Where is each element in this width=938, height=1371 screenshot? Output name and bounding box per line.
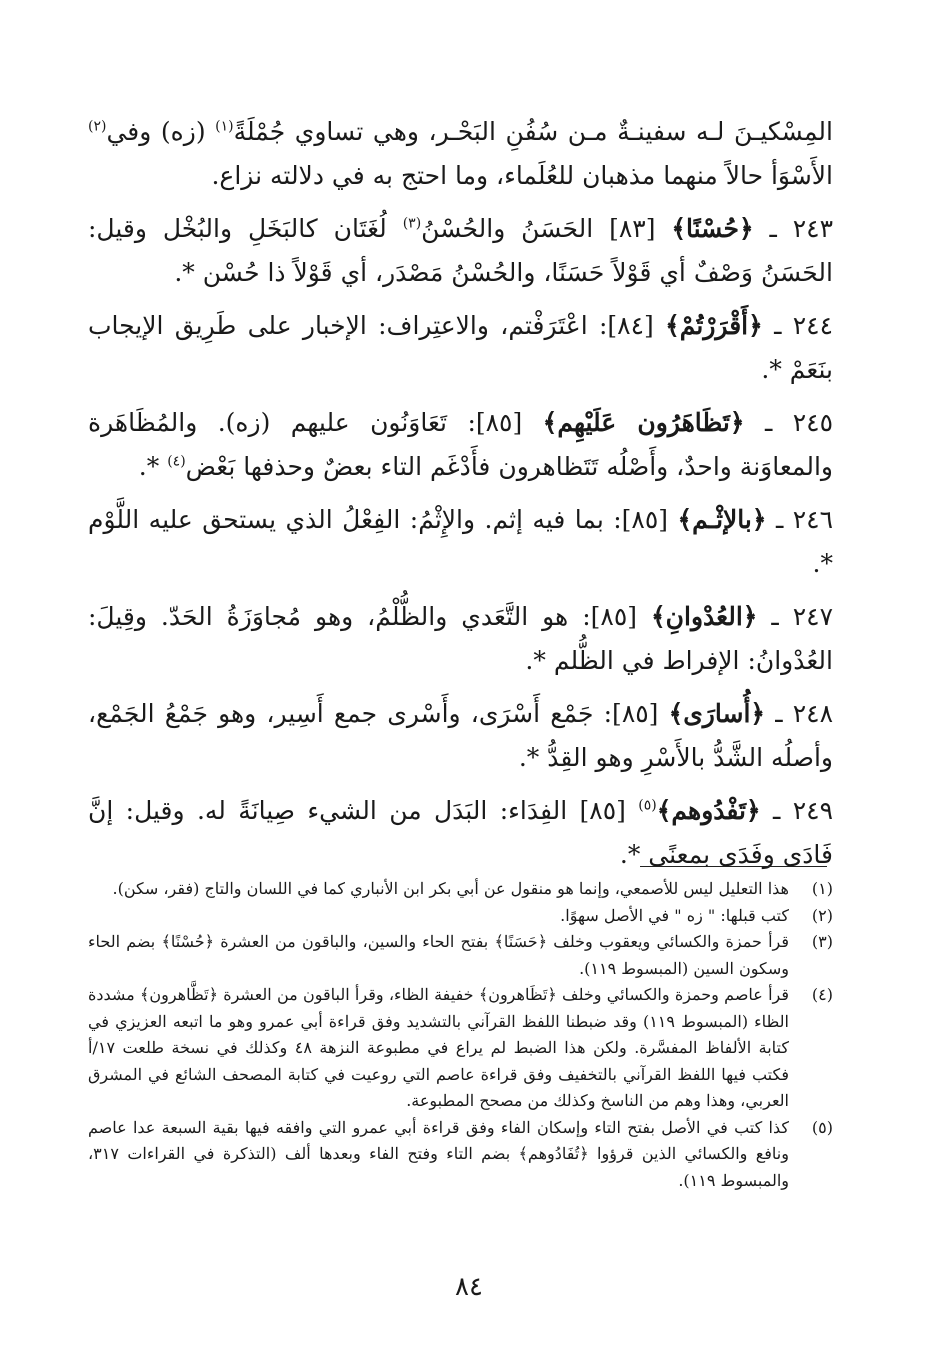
entry-243: ٢٤٣ ـ ﴿حُسْنًا﴾ [٨٣] الحَسَنُ والحُسْنُ$^{(٣)}$ لُغَتَان كالبَخَلِ والبُخْل وقيل: الحَسَنُ وَصْفٌ أي قَوْلاً حَسَنًا، والحُسْنُ مَصْدَر، أي قَوْلاً ذا حُسْن *. (88, 214, 834, 287)
quranic-word: ﴿تَفْدُوهم﴾ (656, 796, 761, 825)
quranic-word: ﴿أُسارَى﴾ (668, 699, 766, 728)
quranic-word: ﴿بالإثْـم﴾ (677, 505, 767, 534)
entry-247: ٢٤٧ ـ ﴿العُدْوانِ﴾ [٨٥]: هو التَّعَدي والظُّلْمُ، وهو مُجاوَزَةُ الحَدّ. وقِيلَ: العُدْوانُ: الإفراط في الظُّلم *. (88, 602, 834, 675)
footnote-ref: (٤) (167, 453, 186, 470)
entry-245: ٢٤٥ ـ ﴿تَظَاهَرُون عَلَيْهِم﴾ [٨٥]: تَعَاوَنُون عليهم (زه). والمُظَاهَرة والمعاوَنة واحدٌ، وأَصْلُه تَتَظاهرون فأَدْغَم التاء بعضٌ وحذفها بَعْض$^{(٤)}$ *. (88, 408, 834, 481)
footnote-3: (٣) قرأ حمزة والكسائي ويعقوب وخلف ﴿حَسَنًا﴾ بفتح الحاء والسين، والباقون من العشرة ﴿حُسْنًا﴾ بضم الحاء وسكون السين (المبسوط ١١٩). (88, 932, 833, 978)
footnote-ref: (٣) (402, 215, 422, 232)
main-text (88, 110, 833, 886)
quranic-word: ﴿أَقْرَرْتُمْ﴾ (665, 311, 763, 340)
entry-248: ٢٤٨ ـ ﴿أُسارَى﴾ [٨٥]: جَمْع أَسْرَى، وأَسْرى جمع أَسِير، وهو جَمْعُ الجَمْع، وأصلُه الشَّدُّ بالأَسْرِ وهو القِدُّ *. (88, 699, 834, 772)
footnote-ref: (١) (215, 118, 234, 135)
quranic-word: ﴿تَظَاهَرُون عَلَيْهِم﴾ (542, 408, 745, 437)
footnote-4: (٤) قرأ عاصم وحمزة والكسائي وخلف ﴿تَظَاهرون﴾ خفيفة الظاء، وقرأ الباقون من العشرة ﴿تَظَّاهرون﴾ مشددة الظاء (المبسوط ١١٩) وقد ضبطنا اللفظ القرآني بالتشديد وفق قراءة أبي عمرو وهو ما اتبعه العزيزي في كتابة الألفاظ المفسَّرة. ولكن هذا الضبط لم يراع في مطبوعة النزهة ٤٨ وكذلك في نسخة طلعت ١٧/أ فكتب فيها اللفظ القرآني بالتخفيف وفق قراءة عاصم التي روعيت في كتابة المصحف الشائع في المشرق العربي، وهذا وهم من الناسخ وكذلك من مصحح المطبوعة. (88, 985, 833, 1110)
footnote-1: (١) هذا التعليل ليس للأصمعي، وإنما هو منقول عن أبي بكر ابن الأنباري كما في اللسان والتاج (فقر، سكن). (112, 879, 833, 898)
footnote-ref: (٢) (88, 118, 107, 135)
footnotes (88, 876, 833, 1194)
quranic-word: ﴿حُسْنًا﴾ (671, 214, 754, 243)
entry-246: ٢٤٦ ـ ﴿بالإثْـم﴾ [٨٥]: بما فيه إثم. والإِثْمُ: الفِعْلُ الذي يستحق عليه اللَّوْم *. (88, 505, 834, 578)
entry-244: ٢٤٤ ـ ﴿أَقْرَرْتُمْ﴾ [٨٤]: اعْتَرَفْتم، والاعتِراف: الإخبار على طَرِيق الإيجاب بنَعَمْ *. (88, 311, 834, 384)
footnote-divider (640, 866, 827, 867)
footnote-5: (٥) كذا كتب في الأصل بفتح التاء وإسكان الفاء وفق قراءة أبي عمرو التي وافقه فيها بقية السبعة عدا عاصم ونافع والكسائي الذين قرؤوا ﴿تُفَادُوهم﴾ بضم التاء وفتح الفاء وبعدها ألف (التذكرة في القراءات ٣١٧، والمبسوط ١١٩). (88, 1117, 833, 1190)
paragraph-intro: المِسْكيـنَ لـه سفينـةٌ مـن سُفُنِ البَحْـر، وهي تساوي جُمْلَةً$^{(١)}$ (زه) وفي$^{(٢)}$ الأَسْوَأ حالاً منهما مذهبان للعُلَماء، وما احتج به في دلالته نزاع. (88, 117, 833, 190)
quranic-word: ﴿العُدْوانِ﴾ (651, 602, 758, 631)
entry-249: ٢٤٩ ـ ﴿تَفْدُوهم﴾$^{(٥)}$ [٨٥] الفِدَاء: البَدَل من الشيء صِيانَةً له. وقيل: إنَّ فَادَى وفَدَى بمعنًى *. (88, 796, 834, 869)
footnote-2: (٢) كتب قبلها: " زه " في الأصل سهوًا. (560, 905, 833, 925)
page-number: ٨٤ (455, 1272, 483, 1302)
footnote-ref: (٥) (638, 797, 657, 814)
